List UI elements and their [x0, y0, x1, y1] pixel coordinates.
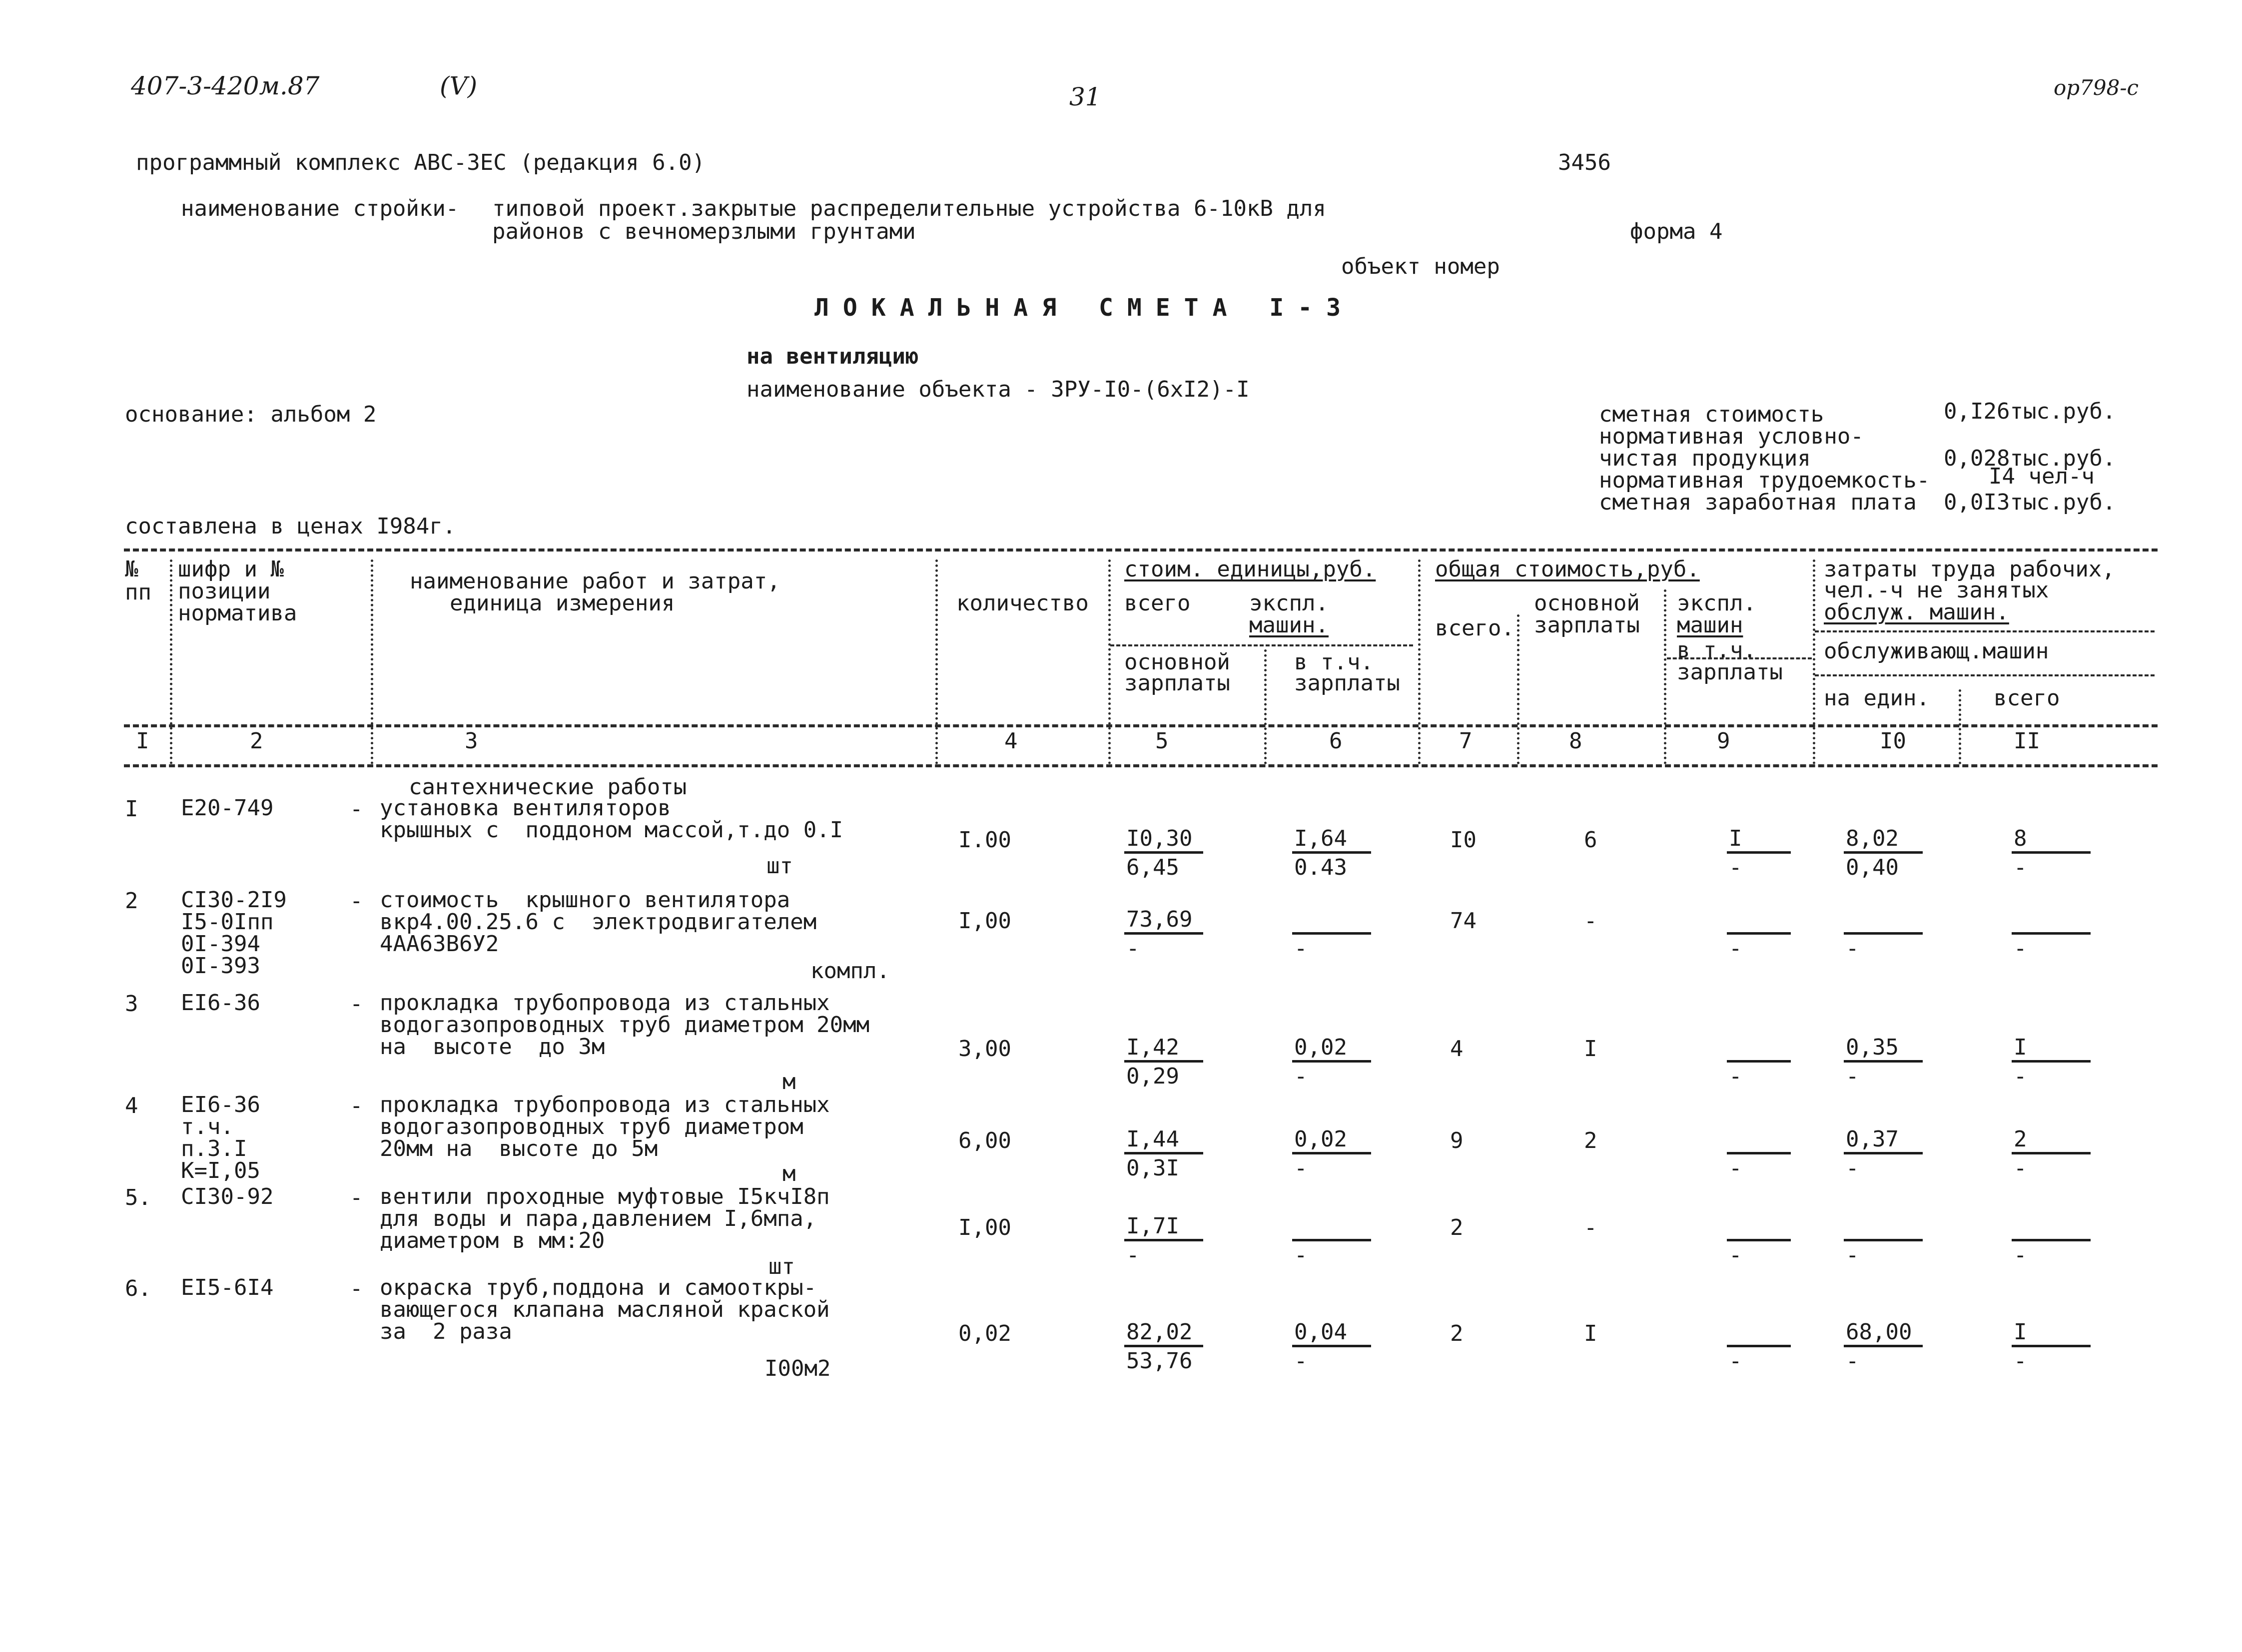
col-header-9-line1: экспл. — [1677, 590, 1756, 616]
unit-cost-lower: 53,76 — [1126, 1348, 1193, 1374]
unit-cost-upper: I,42 — [1124, 1035, 1203, 1063]
work-description: прокладка трубопровода из стальных водогазопроводных труб диаметром 20мм на высоте до 3м — [380, 990, 870, 1060]
norm-code: К=I,05 — [181, 1158, 260, 1183]
labor-total — [2012, 826, 2091, 879]
archive-stamp: ор798-с — [2054, 75, 2139, 100]
col-header-5-mach-line2: машин. — [1249, 612, 1329, 638]
labor-total-upper: 2 — [2012, 1127, 2091, 1154]
machine-cost-lower: - — [1294, 1242, 1308, 1268]
machine-cost-upper: I,64 — [1292, 826, 1371, 854]
col-header-1-line1: № — [125, 556, 138, 582]
col-header-5-all: всего — [1124, 590, 1191, 616]
col-header-2-line2: позиции — [178, 578, 271, 604]
unit-cost-lower: 0,29 — [1126, 1064, 1179, 1089]
unit-cost-upper: 82,02 — [1124, 1320, 1203, 1347]
labor-unit-upper — [1844, 907, 1923, 935]
header-bottom-rule — [124, 724, 2158, 727]
row-number: 2 — [125, 888, 138, 914]
col-number: 3 — [465, 728, 478, 754]
summary-value: 0,0I3тыс.руб. — [1944, 490, 2116, 515]
total-salary: I — [1584, 1036, 1597, 1062]
labor-total — [2012, 1320, 2091, 1372]
machine-total-lower: - — [1729, 936, 1742, 961]
unit: шт — [768, 1254, 795, 1279]
labor-unit — [1844, 1214, 1923, 1266]
machine-total-upper: I — [1727, 826, 1791, 854]
col-header-3-line1: наименование работ и затрат, — [410, 568, 780, 594]
labor-unit-lower: - — [1846, 1348, 1859, 1374]
labor-total-upper: I — [2012, 1035, 2091, 1063]
dash-mark: - — [350, 1093, 363, 1118]
unit-cost — [1124, 1320, 1203, 1372]
machine-cost-upper: 0,02 — [1292, 1035, 1371, 1063]
labor-unit-upper: 0,35 — [1844, 1035, 1923, 1063]
col-header-9-line3: в т.ч. — [1677, 637, 1756, 663]
machine-total — [1727, 1127, 1791, 1179]
quantity: 6,00 — [958, 1128, 1011, 1153]
quantity: I,00 — [958, 908, 1011, 934]
summary-label: сметная заработная плата — [1599, 490, 1917, 515]
col-number: 7 — [1459, 728, 1473, 754]
labor-unit-lower: 0,40 — [1846, 855, 1899, 880]
unit-cost — [1124, 826, 1203, 879]
labor-unit-upper: 8,02 — [1844, 826, 1923, 854]
unit: компл. — [810, 958, 890, 984]
labor-unit-upper: 68,00 — [1844, 1320, 1923, 1347]
summary-label: сметная стоимость — [1599, 402, 1824, 427]
col-separator — [1959, 689, 1961, 764]
summary-label: нормативная условно- — [1599, 424, 1864, 449]
labor-total-upper — [2012, 1214, 2091, 1241]
row-number: 6. — [125, 1276, 151, 1301]
labor-total-upper: 8 — [2012, 826, 2091, 854]
labor-total-lower: - — [2014, 1348, 2027, 1374]
col-header-10-unit: на един. — [1824, 685, 1930, 711]
machine-cost-lower: - — [1294, 1348, 1308, 1374]
machine-total-lower: - — [1729, 1242, 1742, 1268]
machine-total-upper — [1727, 1214, 1791, 1241]
machine-total — [1727, 826, 1791, 879]
row-number: 5. — [125, 1185, 151, 1210]
col-header-10-mid: обслуживающ.машин — [1824, 638, 2049, 664]
norm-code: I5-0Iпп — [181, 909, 274, 935]
col-header-10-line2: чел.-ч не занятых — [1824, 577, 2049, 603]
col-header-2-line3: норматива — [178, 600, 297, 626]
machine-cost-upper: 0,02 — [1292, 1127, 1371, 1154]
labor-total-upper: I — [2012, 1320, 2091, 1347]
construction-label: наименование стройки- — [181, 196, 459, 221]
col-number: 9 — [1717, 728, 1730, 754]
unit: м — [782, 1161, 796, 1186]
unit-cost-upper: I0,30 — [1124, 826, 1203, 854]
col-number: 2 — [250, 728, 263, 754]
col-separator — [170, 559, 172, 764]
section-title: сантехнические работы — [409, 774, 687, 800]
col-header-5-group: стоим. единицы,руб. — [1124, 556, 1376, 582]
labor-total-upper — [2012, 907, 2091, 935]
col-header-2-line1: шифр и № — [178, 556, 284, 582]
document-subtitle: на вентиляцию — [747, 344, 919, 369]
work-description: окраска труб,поддона и самооткры- вающегося клапана масляной краской за 2 раза — [380, 1275, 830, 1344]
unit-cost-upper: 73,69 — [1124, 907, 1203, 935]
numbers-bottom-rule — [124, 764, 2158, 767]
labor-unit — [1844, 1127, 1923, 1179]
col-number: 5 — [1155, 728, 1169, 754]
labor-total — [2012, 1127, 2091, 1179]
quantity: 3,00 — [958, 1036, 1011, 1062]
row-number: I — [125, 796, 138, 822]
machine-cost-lower: 0.43 — [1294, 855, 1347, 880]
unit-cost — [1124, 1214, 1203, 1266]
norm-code: 0I-394 — [181, 931, 260, 957]
construction-line-1: типовой проект.закрытые распределительные устройства 6-10кВ для — [492, 196, 1326, 221]
dash-mark: - — [350, 1276, 363, 1301]
col-header-7-group: общая стоимость,руб. — [1435, 556, 1700, 582]
col-header-6-line1: в т.ч. — [1294, 649, 1374, 675]
machine-cost — [1292, 1320, 1371, 1372]
norm-code: EI6-36 — [181, 990, 260, 1016]
dash-mark: - — [350, 1185, 363, 1210]
unit: шт — [766, 853, 793, 879]
norm-code: 0I-393 — [181, 953, 260, 979]
labor-unit — [1844, 826, 1923, 879]
col-header-8-line2: зарплаты — [1534, 612, 1640, 638]
machine-cost — [1292, 1214, 1371, 1266]
unit-cost-lower: - — [1126, 1242, 1140, 1268]
col-header-10-line1: затраты труда рабочих, — [1824, 556, 2115, 582]
col-separator — [1418, 559, 1421, 764]
total-salary: 2 — [1584, 1128, 1597, 1153]
machine-cost-upper — [1292, 907, 1371, 935]
norm-code: CI30-2I9 — [181, 887, 287, 913]
header-subrule — [1815, 630, 2155, 632]
machine-cost — [1292, 826, 1371, 879]
labor-unit-lower: - — [1846, 1242, 1859, 1268]
dash-mark: - — [350, 888, 363, 914]
machine-cost — [1292, 1127, 1371, 1179]
col-header-5-salary-line1: основной — [1124, 649, 1230, 675]
unit-cost-lower: - — [1126, 936, 1140, 961]
total-cost: I0 — [1450, 827, 1477, 853]
col-number: 4 — [1004, 728, 1018, 754]
document-title: ЛОКАЛЬНАЯ СМЕТА I-3 — [814, 294, 1355, 322]
machine-cost-upper: 0,04 — [1292, 1320, 1371, 1347]
labor-total-lower: - — [2014, 1064, 2027, 1089]
col-separator — [1517, 614, 1519, 764]
dash-mark: - — [350, 991, 363, 1017]
machine-total-upper — [1727, 907, 1791, 935]
page-number: 31 — [1069, 82, 1101, 111]
basis: основание: альбом 2 — [125, 402, 377, 427]
col-number: 8 — [1569, 728, 1582, 754]
labor-total — [2012, 1214, 2091, 1266]
work-description: установка вентиляторов крышных с поддоном массой,т.до 0.I — [380, 795, 843, 843]
machine-cost — [1292, 1035, 1371, 1088]
quantity: I,00 — [958, 1215, 1011, 1240]
machine-total-upper — [1727, 1127, 1791, 1154]
machine-total-lower: - — [1729, 1348, 1742, 1374]
row-number: 4 — [125, 1093, 138, 1118]
unit-cost — [1124, 1127, 1203, 1179]
labor-unit-lower: - — [1846, 936, 1859, 961]
machine-total-lower: - — [1729, 1155, 1742, 1181]
labor-total-lower: - — [2014, 1242, 2027, 1268]
labor-unit-lower: - — [1846, 1064, 1859, 1089]
summary-value: I4 чел-ч — [1989, 464, 2095, 489]
col-header-9-line2: машин — [1677, 612, 1743, 638]
machine-cost-lower: - — [1294, 1064, 1308, 1089]
col-header-4: количество — [956, 590, 1089, 616]
machine-total-lower: - — [1729, 1064, 1742, 1089]
labor-total — [2012, 907, 2091, 960]
col-header-10-line3: обслуж. машин. — [1824, 599, 2009, 625]
price-basis: составлена в ценах I984г. — [125, 514, 456, 539]
labor-unit — [1844, 1320, 1923, 1372]
machine-cost-lower: - — [1294, 1155, 1308, 1181]
total-salary: 6 — [1584, 827, 1597, 853]
form-number: форма 4 — [1630, 219, 1723, 244]
total-cost: 74 — [1450, 908, 1477, 934]
quantity: I.00 — [958, 827, 1011, 853]
unit: I00м2 — [764, 1356, 831, 1381]
work-description: вентили проходные муфтовые I5кчI8п для воды и пара,давлением I,6мпа, диаметром в мм:20 — [380, 1184, 830, 1253]
col-number: II — [2014, 728, 2040, 754]
col-header-1-line2: пп — [125, 579, 151, 605]
col-number: I — [136, 728, 149, 754]
labor-total-lower: - — [2014, 1155, 2027, 1181]
table-top-rule — [124, 549, 2158, 551]
machine-total-upper — [1727, 1035, 1791, 1063]
col-separator — [935, 559, 938, 764]
project-code: 407-3-420м.87 — [131, 71, 320, 100]
work-description: прокладка трубопровода из стальных водогазопроводных труб диаметром 20мм на высоте до 5м — [380, 1092, 830, 1161]
col-header-9-line4: зарплаты — [1677, 659, 1783, 685]
machine-total — [1727, 1320, 1791, 1372]
summary-label: чистая продукция — [1599, 446, 1811, 471]
machine-total — [1727, 1035, 1791, 1088]
col-header-7-all: всего. — [1435, 615, 1514, 641]
machine-total — [1727, 1214, 1791, 1266]
machine-total-lower: - — [1729, 855, 1742, 880]
total-cost: 9 — [1450, 1128, 1464, 1153]
col-separator — [1664, 589, 1666, 764]
col-number: 6 — [1329, 728, 1343, 754]
summary-label: нормативная трудоемкость- — [1599, 468, 1930, 493]
header-subrule — [1110, 644, 1413, 646]
unit-cost-lower: 6,45 — [1126, 855, 1179, 880]
labor-unit-upper: 0,37 — [1844, 1127, 1923, 1154]
col-header-5-mach-line1: экспл. — [1249, 590, 1329, 616]
labor-total-lower: - — [2014, 855, 2027, 880]
object-name: наименование объекта - ЗРУ-I0-(6хI2)-I — [747, 377, 1250, 402]
unit-cost — [1124, 1035, 1203, 1088]
col-header-5-salary-line2: зарплаты — [1124, 670, 1230, 696]
construction-line-2: районов с вечномерзлыми грунтами — [492, 219, 916, 244]
unit: м — [782, 1069, 796, 1095]
object-number-label: объект номер — [1341, 254, 1500, 279]
norm-code: E20-749 — [181, 795, 274, 821]
program-name: программный комплекс АВС-3ЕС (редакция 6.0) — [136, 150, 706, 175]
col-header-11-total: всего — [1994, 685, 2060, 711]
norm-code: т.ч. — [181, 1114, 234, 1139]
col-separator — [1108, 559, 1111, 764]
work-description: стоимость крышного вентилятора вкр4.00.25.6 с электродвигателем 4АА63В6У2 — [380, 887, 817, 957]
row-number: 3 — [125, 991, 138, 1017]
handwritten-mark: (V) — [440, 71, 478, 100]
labor-unit — [1844, 907, 1923, 960]
summary-block — [1599, 399, 2149, 515]
summary-value: 0,I26тыс.руб. — [1944, 399, 2116, 424]
col-header-8-line1: основной — [1534, 590, 1640, 616]
labor-unit-lower: - — [1846, 1155, 1859, 1181]
total-cost: 4 — [1450, 1036, 1464, 1062]
total-salary: - — [1584, 908, 1597, 934]
header-subrule — [1815, 674, 2155, 676]
col-header-6-line2: зарплаты — [1294, 670, 1400, 696]
total-cost: 2 — [1450, 1215, 1464, 1240]
machine-cost-lower: - — [1294, 936, 1308, 961]
labor-total — [2012, 1035, 2091, 1088]
col-separator — [1264, 649, 1267, 764]
labor-unit — [1844, 1035, 1923, 1088]
machine-cost — [1292, 907, 1371, 960]
norm-code: EI5-6I4 — [181, 1275, 274, 1300]
col-number: I0 — [1880, 728, 1906, 754]
summary-value: 0,028тыс.руб. — [1944, 446, 2116, 471]
document-code: 3456 — [1558, 150, 1611, 175]
unit-cost-upper: I,7I — [1124, 1214, 1203, 1241]
col-separator — [371, 559, 373, 764]
norm-code: п.3.I — [181, 1136, 247, 1161]
quantity: 0,02 — [958, 1321, 1011, 1346]
norm-code: CI30-92 — [181, 1184, 274, 1209]
total-salary: - — [1584, 1215, 1597, 1240]
labor-total-lower: - — [2014, 936, 2027, 961]
unit-cost-upper: I,44 — [1124, 1127, 1203, 1154]
dash-mark: - — [350, 796, 363, 822]
machine-total — [1727, 907, 1791, 960]
machine-total-upper — [1727, 1320, 1791, 1347]
unit-cost — [1124, 907, 1203, 960]
col-header-3-line2: единица измерения — [450, 590, 675, 616]
norm-code: EI6-36 — [181, 1092, 260, 1117]
machine-cost-upper — [1292, 1214, 1371, 1241]
unit-cost-lower: 0,3I — [1126, 1155, 1179, 1181]
total-salary: I — [1584, 1321, 1597, 1346]
total-cost: 2 — [1450, 1321, 1464, 1346]
col-separator — [1813, 559, 1815, 764]
labor-unit-upper — [1844, 1214, 1923, 1241]
